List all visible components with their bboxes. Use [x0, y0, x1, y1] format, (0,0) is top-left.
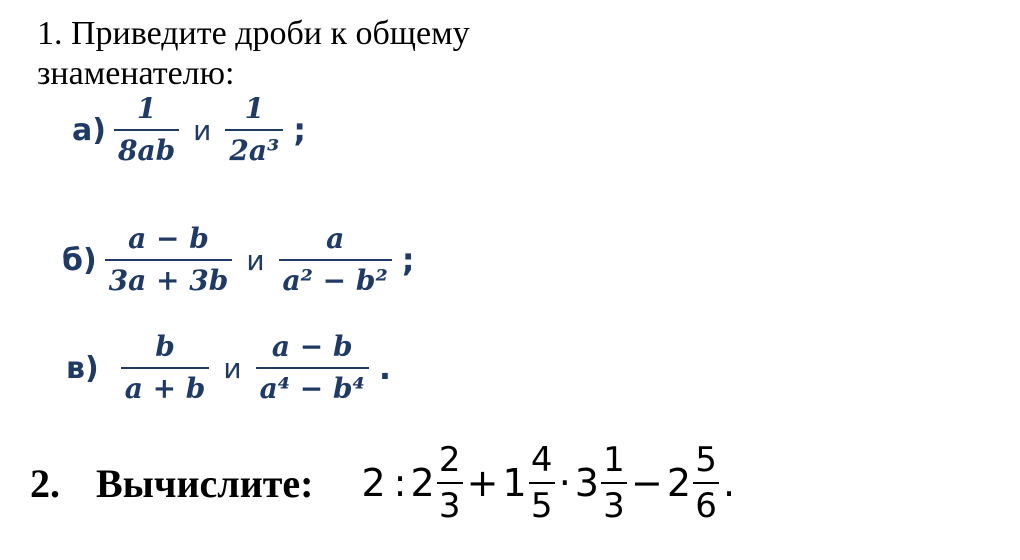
denominator: a⁴ − b⁴ [259, 372, 365, 405]
task-2 [30, 440, 739, 526]
numerator: b [155, 330, 175, 363]
task-1-item-b [62, 222, 415, 298]
fraction-2 [256, 330, 369, 406]
task-1-title-line1: 1. Приведите дроби к общему [37, 15, 470, 52]
item-end-punct: . [378, 349, 391, 387]
fraction-bar [256, 367, 369, 369]
fraction-1 [121, 330, 210, 406]
fraction-bar [225, 129, 283, 131]
whole-part: 1 [502, 461, 527, 505]
mixed-number-2 [503, 440, 555, 526]
numerator: 1 [136, 92, 157, 125]
fraction [437, 440, 463, 526]
mixed-number-4 [667, 440, 719, 526]
whole-part: 2 [666, 461, 692, 505]
denominator: 3a + 3b [108, 264, 229, 297]
numerator: a [326, 222, 345, 255]
denominator: a² − b² [282, 264, 388, 297]
task-1-title-line2: знаменателю: [37, 55, 235, 92]
fraction-1 [114, 92, 179, 168]
whole-part: 3 [574, 461, 599, 505]
task-2-instruction: Вычислите: [96, 460, 314, 506]
operator: − [630, 461, 663, 505]
fraction-bar [279, 259, 392, 261]
task-1-title [37, 14, 597, 94]
fraction-bar [105, 259, 233, 261]
operator: · [558, 461, 571, 505]
conjunction: и [223, 351, 242, 385]
denominator: a + b [124, 372, 206, 405]
fraction [693, 440, 719, 526]
task-1-item-c [66, 330, 391, 406]
fraction-bar [693, 482, 719, 484]
numerator: 2 [438, 440, 461, 480]
numerator: 1 [603, 440, 625, 480]
denominator: 3 [438, 486, 461, 526]
fraction-bar [601, 482, 627, 484]
denominator: 2a³ [229, 134, 280, 167]
numerator: 4 [530, 440, 553, 480]
item-end-punct: ; [293, 111, 307, 149]
numerator: 1 [244, 92, 265, 125]
item-label: а) [72, 112, 106, 148]
conjunction: и [246, 243, 265, 277]
denominator: 5 [530, 486, 553, 526]
numerator: 5 [695, 440, 717, 480]
fraction-bar [529, 482, 555, 484]
mixed-number-3 [575, 440, 627, 526]
task-2-number: 2. [30, 460, 60, 506]
denominator: 6 [695, 486, 717, 526]
fraction [601, 440, 627, 526]
fraction-2 [225, 92, 283, 168]
fraction-bar [437, 482, 463, 484]
fraction-bar [121, 367, 210, 369]
fraction-2 [279, 222, 392, 298]
fraction-1 [105, 222, 233, 298]
task-1-item-a [72, 92, 306, 168]
operator: : [393, 461, 407, 505]
whole-part: 2 [410, 461, 435, 505]
fraction [529, 440, 555, 526]
term: 2 [361, 461, 386, 505]
task-2-expression [357, 440, 739, 526]
mixed-number-1 [410, 440, 462, 526]
denominator: 8ab [117, 134, 176, 167]
item-label: б) [62, 242, 97, 278]
fraction-bar [114, 129, 179, 131]
denominator: 3 [603, 486, 625, 526]
numerator: a − b [271, 330, 353, 363]
numerator: a − b [128, 222, 209, 255]
conjunction: и [193, 113, 212, 147]
item-label: в) [66, 350, 99, 386]
end-punct: . [723, 461, 736, 505]
operator: + [466, 461, 499, 505]
item-end-punct: ; [401, 241, 415, 279]
